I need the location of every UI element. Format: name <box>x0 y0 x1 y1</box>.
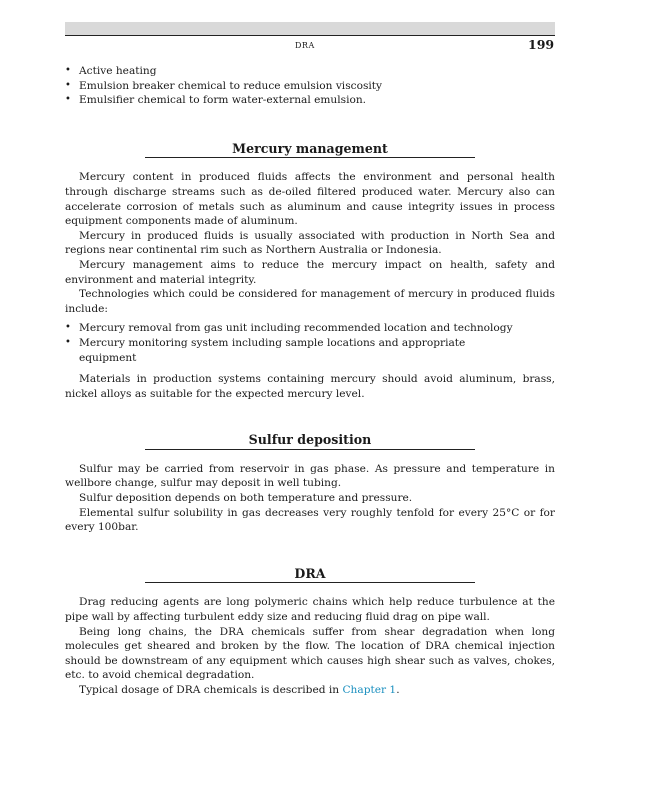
list-item: • Mercury monitoring system including sample locations and appropriate equipment <box>65 336 471 365</box>
top-bullet-list <box>65 64 555 108</box>
list-item: • Emulsifier chemical to form water-external emulsion. <box>65 93 555 108</box>
dra-paragraph: Being long chains, the DRA chemicals suffer from shear degradation when long molecules get sheared and broken by the flow. The location of DRA chemical injection should be downstream of any equipment which causes high shear such as valves, chokes, etc. to avoid chemical degradation. <box>65 625 555 682</box>
running-head: DRA <box>295 41 315 50</box>
sulfur-paragraph: Elemental sulfur solubility in gas decreases very roughly tenfold for every 25°C or for every 100bar. <box>65 506 555 534</box>
mercury-heading: Mercury management <box>145 142 475 159</box>
mercury-paragraph: Materials in production systems containing mercury should avoid aluminum, brass, nickel alloys as suitable for the expected mercury level. <box>65 373 555 400</box>
mercury-paragraph: Mercury in produced fluids is usually associated with production in North Sea and regions near continental rim such as Northern Australia or Indonesia. <box>65 229 555 257</box>
dra-paragraph: Drag reducing agents are long polymeric chains which help reduce turbulence at the pipe wall by affecting turbulent eddy size and reducing fluid drag on pipe wall. <box>65 596 555 624</box>
sulfur-paragraph: Sulfur may be carried from reservoir in gas phase. As pressure and temperature in wellbore change, sulfur may deposit in well tubing. <box>65 462 555 490</box>
mercury-paragraph: Technologies which could be considered for management of mercury in produced fluids include: <box>65 288 555 315</box>
mercury-paragraph: Mercury management aims to reduce the mercury impact on health, safety and environment and material integrity. <box>65 258 555 286</box>
header-band <box>65 22 555 35</box>
dra-heading: DRA <box>145 567 475 584</box>
chapter-1-link[interactable]: Chapter 1 <box>342 684 397 696</box>
dra-paragraph <box>65 683 555 698</box>
list-item: • Active heating <box>65 64 555 79</box>
dra-text: Typical dosage of DRA chemicals is described in <box>79 684 343 696</box>
list-item: • Mercury removal from gas unit including recommended location and technology <box>65 321 555 336</box>
sulfur-paragraph: Sulfur deposition depends on both temperature and pressure. <box>79 492 413 505</box>
dra-text: . <box>396 684 400 696</box>
header-rule <box>65 35 555 36</box>
mercury-bullet-list <box>65 321 555 365</box>
list-item: • Emulsion breaker chemical to reduce emulsion viscosity <box>65 79 555 94</box>
sulfur-heading: Sulfur deposition <box>145 433 475 450</box>
mercury-paragraph: Mercury content in produced fluids affects the environment and personal health through discharge streams such as de-oiled filtered produced water. Mercury also can accelerate corrosion of metals such as aluminum and cause integrity issues in process equipment components made of aluminum. <box>65 171 555 228</box>
page-number: 199 <box>528 37 555 52</box>
page-content <box>65 64 555 698</box>
